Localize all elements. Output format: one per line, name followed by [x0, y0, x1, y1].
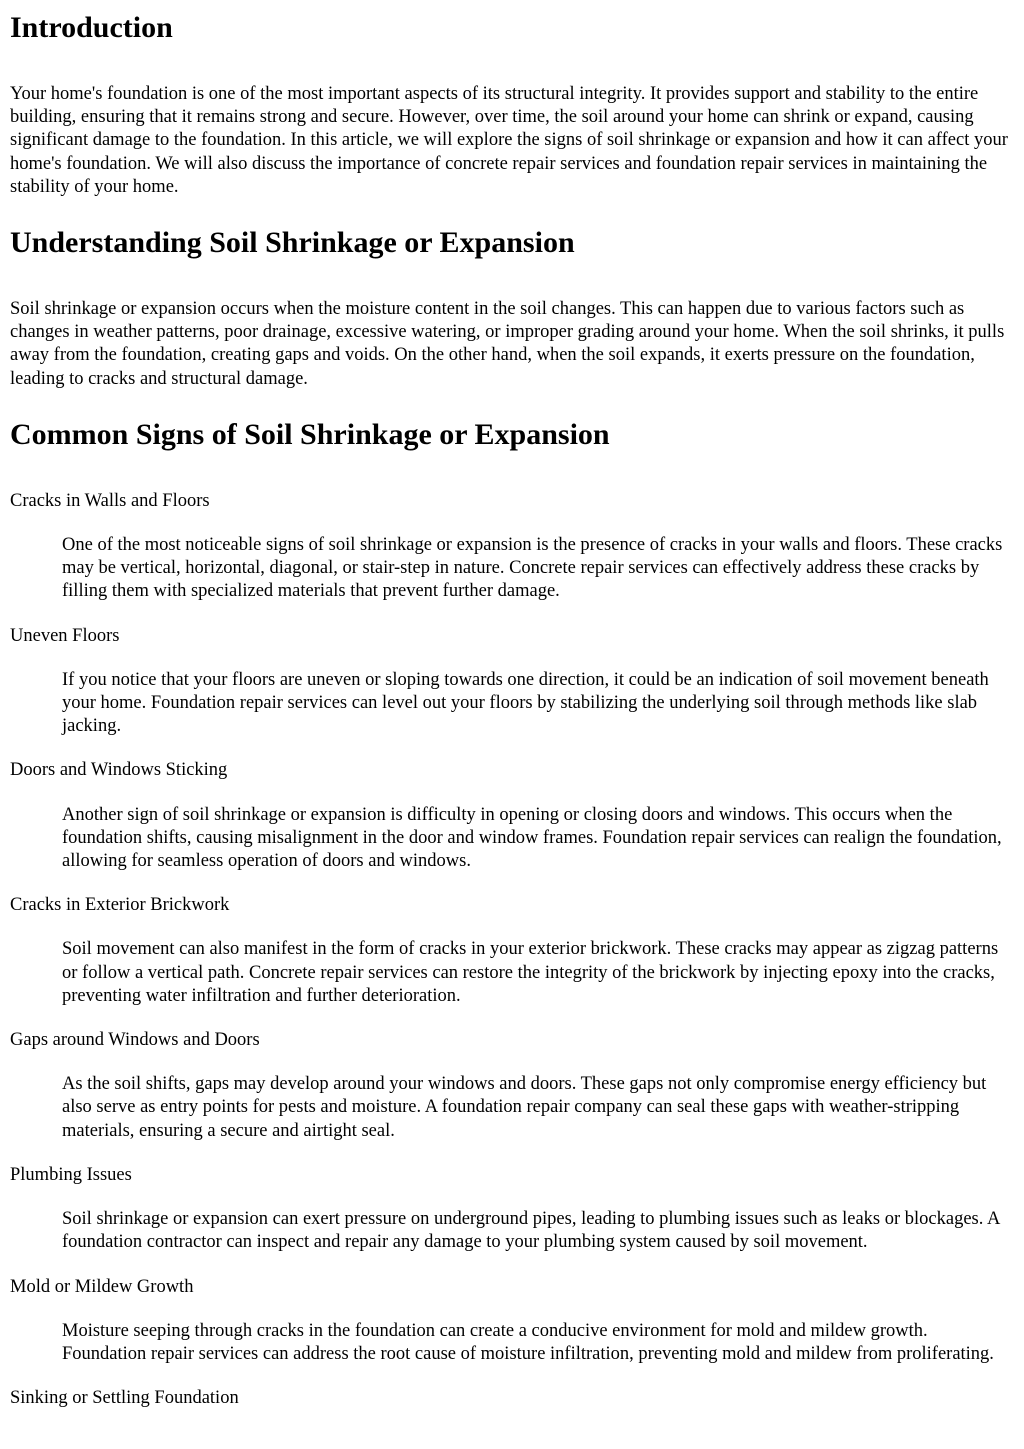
sign-term: Mold or Mildew Growth	[10, 1276, 194, 1297]
sign-description: One of the most noticeable signs of soil shrinkage or expansion is the presence of cracks in your walls and floors. These cracks may be vertical, horizontal, diagonal, or stair-step in nature. Concrete repair services can effectively address these cracks by filling them with specialized materials that prevent further damage.	[62, 535, 1003, 602]
sign-term: Cracks in Walls and Floors	[10, 490, 210, 511]
sign-description: As the soil shifts, gaps may develop around your windows and doors. These gaps not only compromise energy efficiency but also serve as entry points for pests and moisture. A foundation repair company can seal these gaps with weather-stripping materials, ensuring a secure and airtight seal.	[62, 1074, 987, 1141]
sign-description: Moisture seeping through cracks in the foundation can create a conducive environment for mold and mildew growth. Foundation repair services can address the root cause of moisture infiltration, preventing mold and mildew from proliferating.	[62, 1320, 994, 1364]
sign-term: Cracks in Exterior Brickwork	[10, 895, 230, 916]
heading-understanding-soil: Understanding Soil Shrinkage or Expansion	[10, 226, 575, 260]
sign-term: Uneven Floors	[10, 625, 120, 646]
signs-list	[10, 490, 1016, 1410]
sign-term: Doors and Windows Sticking	[10, 760, 228, 781]
paragraph-understanding-soil: Soil shrinkage or expansion occurs when the moisture content in the soil changes. This can happen due to various factors such as changes in weather patterns, poor drainage, excessive watering, or improper grading around your home. When the soil shrinks, it pulls away from the foundation, creating gaps and voids. On the other hand, when the soil expands, it exerts pressure on the foundation, leading to cracks and structural damage.	[10, 299, 1005, 389]
sign-description: Soil shrinkage or expansion can exert pressure on underground pipes, leading to plumbing issues such as leaks or blockages. A foundation contractor can inspect and repair any damage to your plumbing system caused by soil movement.	[62, 1209, 1000, 1253]
sign-term: Plumbing Issues	[10, 1164, 132, 1185]
heading-introduction: Introduction	[10, 11, 173, 44]
sign-term: Gaps around Windows and Doors	[10, 1030, 260, 1051]
sign-description: If you notice that your floors are uneven or sloping towards one direction, it could be an indication of soil movement beneath your home. Foundation repair services can level out your floors by stabilizing the underlying soil through methods like slab jacking.	[62, 669, 989, 737]
sign-description: Soil movement can also manifest in the form of cracks in your exterior brickwork. These cracks may appear as zigzag patterns or follow a vertical path. Concrete repair services can restore the integrity of the brickwork by injecting epoxy into the cracks, preventing water infiltration and further deterioration.	[62, 939, 999, 1006]
paragraph-introduction: Your home's foundation is one of the most important aspects of its structural integrity. It provides support and stability to the entire building, ensuring that it remains strong and secure. However, over time, the soil around your home can shrink or expand, causing significant damage to the foundation. In this article, we will explore the signs of soil shrinkage or expansion and how it can affect your home's foundation. We will also discuss the importance of concrete repair services and foundation repair services in maintaining the stability of your home.	[10, 84, 1008, 197]
sign-term: Sinking or Settling Foundation	[10, 1388, 239, 1409]
sign-description: Another sign of soil shrinkage or expansion is difficulty in opening or closing doors and windows. This occurs when the foundation shifts, causing misalignment in the door and window frames. Foundation repair services can realign the foundation, allowing for seamless operation of doors and windows.	[62, 804, 1002, 872]
heading-common-signs: Common Signs of Soil Shrinkage or Expansion	[10, 417, 610, 451]
